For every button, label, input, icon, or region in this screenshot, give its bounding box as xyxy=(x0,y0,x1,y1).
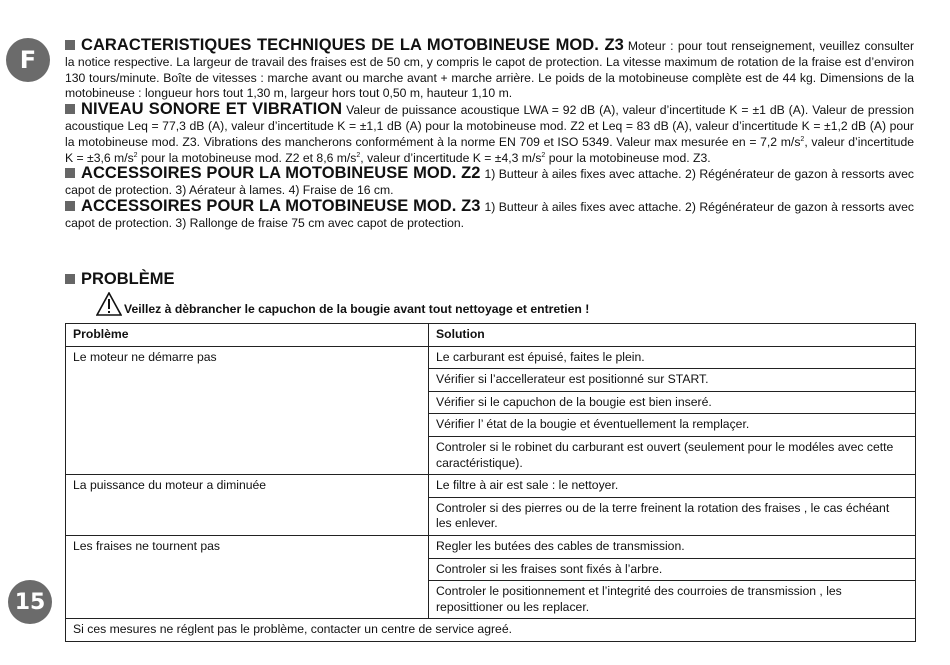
warning-text: Veillez à dèbrancher le capuchon de la bougie avant tout nettoyage et entretien ! xyxy=(124,302,590,316)
warning-notice xyxy=(96,292,589,316)
warning-triangle-icon xyxy=(96,292,122,316)
solution-cell: Le carburant est épuisé, faites le plein. xyxy=(429,346,916,369)
section-heading: ACCESSOIRES POUR LA MOTOBINEUSE MOD. Z3 xyxy=(81,196,481,215)
page-number: 15 xyxy=(8,580,52,624)
footer-cell: Si ces mesures ne réglent pas le problème, contacter un centre de service agreé. xyxy=(66,619,916,642)
column-header-problem: Problème xyxy=(66,324,429,347)
section-body: Valeur de puissance acoustique LWA = 92 dB (A), valeur d’incertitude K = ±1 dB (A). Valeur de pression acoustique Leq = 77,3 dB (A), valeur d’incertitude K = ±1,1 dB (A) pour la motobineuse mod. Z2 et Leq = 83 dB (A), valeur d’incertitude K = ±1,2 dB (A) pour la motobineuse mod. Z3. xyxy=(65,103,914,149)
problem-cell: Les fraises ne tournent pas xyxy=(66,535,429,618)
bullet-square-icon xyxy=(65,274,75,284)
solution-cell: Vérifier si le capuchon de la bougie est bien inseré. xyxy=(429,391,916,414)
vibration-text: Vibrations des mancherons conformément à la norme EN 709 et ISO 5349. Valeur max mesurée en = 7,2 $m/s^2$, valeur d’incertitude K = ±3,6 $m/s^2$ pour la motobineuse mod. Z2 et 8,6 $m/s^2$, valeur d’incertitude K = ±4,3 $m/s^2$ pour la motobineuse mod. Z3. xyxy=(65,134,914,165)
section-body: 1) Butteur à ailes fixes avec attache. 2) Régénérateur de gazon à ressorts avec capot de protection. 3) Rallonge de fraise 75 cm avec capot de protection. xyxy=(65,199,914,230)
section-body: 1) Butteur à ailes fixes avec attache. 2) Régénérateur de gazon à ressorts avec capot de protection. 3) Aérateur à lames. 4) Fraise de 16 cm. xyxy=(65,167,914,198)
probleme-title: PROBLÈME xyxy=(65,270,175,289)
bullet-square-icon xyxy=(65,201,75,211)
section-caracteristiques xyxy=(65,38,914,102)
section-heading: CARACTERISTIQUES TECHNIQUES DE LA MOTOBINEUSE MOD. Z3 xyxy=(81,36,624,54)
section-accessoires-z3 xyxy=(65,196,914,232)
section-accessoires-z2 xyxy=(65,166,914,199)
column-header-solution: Solution xyxy=(429,324,916,347)
section-body: Moteur : pour tout renseignement, veuillez consulter la notice respective. La largeur de travail des fraises est de 50 cm, y compris le capot de protection. La vitesse maximum de rotation de la fraise est d’environ 130 tours/minute. Boîte de vitesses : marche avant ou marche avant + marche arrière. Le poids de la motobineuse complète est de 44 kg. Dimensions de la motobineuse : longueur hors tout 1,30 m, largeur hors tout 0,50 m, hauteur 1,10 m. xyxy=(65,39,915,101)
solution-cell: Le filtre à air est sale : le nettoyer. xyxy=(429,475,916,498)
section-niveau xyxy=(65,102,914,166)
solution-cell: Controler si les fraises sont fixés à l’arbre. xyxy=(429,558,916,581)
solution-cell: Controler si des pierres ou de la terre freinent la rotation des fraises , le cas échéant les enlever. xyxy=(429,497,916,535)
table-row xyxy=(66,346,916,369)
problem-cell: Le moteur ne démarre pas xyxy=(66,346,429,475)
language-badge: F xyxy=(6,38,50,82)
bullet-square-icon xyxy=(65,168,75,178)
solution-cell: Regler les butées des cables de transmission. xyxy=(429,535,916,558)
table-row xyxy=(66,535,916,558)
solution-cell: Vérifier si l’accellerateur est positionné sur START. xyxy=(429,369,916,392)
section-heading: ACCESSOIRES POUR LA MOTOBINEUSE MOD. Z2 xyxy=(81,164,481,183)
problem-cell: La puissance du moteur a diminuée xyxy=(66,475,429,536)
section-heading: NIVEAU SONORE ET VIBRATION xyxy=(81,100,343,119)
table-row xyxy=(66,475,916,498)
troubleshooting-table xyxy=(65,323,916,642)
specs-text xyxy=(65,38,914,232)
table-footer-row xyxy=(66,619,916,642)
table-header-row xyxy=(66,324,916,347)
solution-cell: Controler si le robinet du carburant est ouvert (seulement pour le modéles avec cette caractéristique). xyxy=(429,436,916,474)
bullet-square-icon xyxy=(65,104,75,114)
bullet-square-icon xyxy=(65,40,75,50)
solution-cell: Controler le positionnement et l’integrité des courroies de transmission , les reposittioner ou les replacer. xyxy=(429,581,916,619)
solution-cell: Vérifier l’ état de la bougie et éventuellement la remplaçer. xyxy=(429,414,916,437)
